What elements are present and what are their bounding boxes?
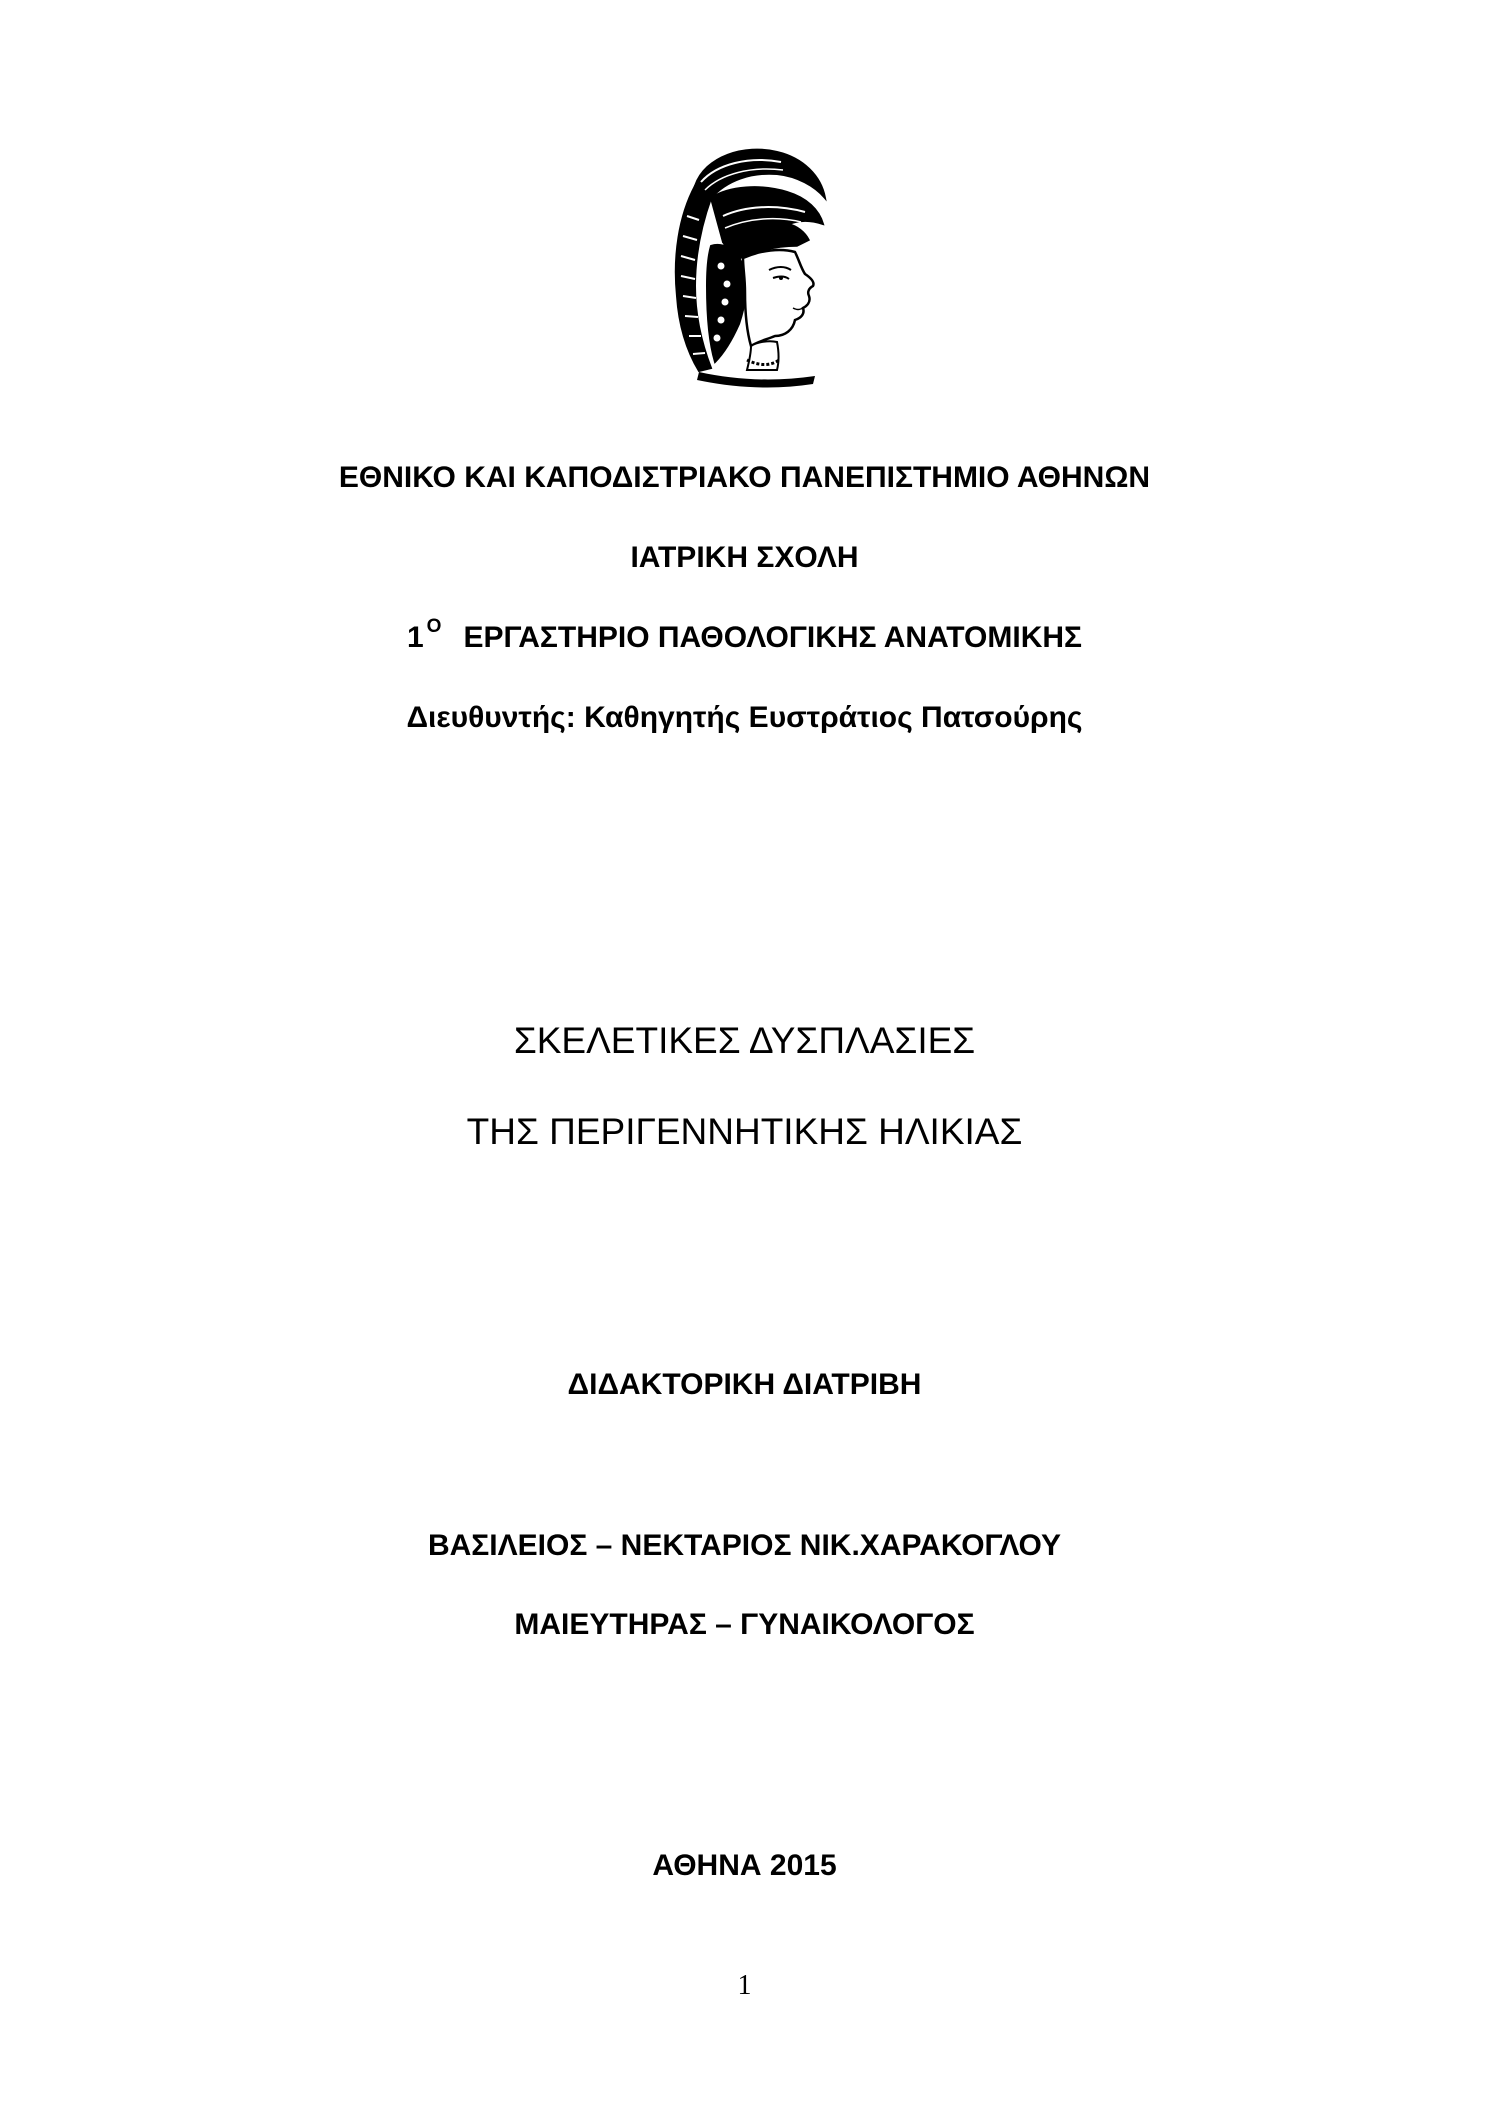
director-line: Διευθυντής: Καθηγητής Ευστράτιος Πατσούρης bbox=[406, 701, 1083, 734]
laboratory-number: 1 bbox=[406, 621, 424, 654]
author-name: ΒΑΣΙΛΕΙΟΣ – ΝΕΚΤΑΡΙΟΣ ΝΙΚ.ΧΑΡΑΚΟΓΛΟΥ bbox=[427, 1529, 1062, 1562]
laboratory-ordinal-suffix: Ο bbox=[426, 616, 442, 637]
thesis-title-line-2: ΤΗΣ ΠΕΡΙΓΕΝΝΗΤΙΚΗΣ ΗΛΙΚΙΑΣ bbox=[466, 1111, 1023, 1152]
thesis-title-line-1: ΣΚΕΛΕΤΙΚΕΣ ΔΥΣΠΛΑΣΙΕΣ bbox=[513, 1020, 976, 1061]
page-number: 1 bbox=[737, 1970, 752, 2001]
laboratory-name bbox=[0, 616, 1489, 654]
university-name: ΕΘΝΙΚΟ ΚΑΙ ΚΑΠΟΔΙΣΤΡΙΑΚΟ ΠΑΝΕΠΙΣΤΗΜΙΟ ΑΘΗΝΩΝ bbox=[338, 461, 1151, 494]
laboratory-title: ΕΡΓΑΣΤΗΡΙΟ ΠΑΘΟΛΟΓΙΚΗΣ ΑΝΑΤΟΜΙΚΗΣ bbox=[463, 621, 1083, 654]
athena-helmeted-head-emblem-icon bbox=[665, 146, 830, 391]
school-name: ΙΑΤΡΙΚΗ ΣΧΟΛΗ bbox=[630, 541, 859, 574]
author-profession: ΜΑΙΕΥΤΗΡΑΣ – ΓΥΝΑΙΚΟΛΟΓΟΣ bbox=[514, 1608, 975, 1641]
place-year: ΑΘΗΝΑ 2015 bbox=[652, 1849, 837, 1882]
document-type: ΔΙΔΑΚΤΟΡΙΚΗ ΔΙΑΤΡΙΒΗ bbox=[567, 1368, 922, 1401]
